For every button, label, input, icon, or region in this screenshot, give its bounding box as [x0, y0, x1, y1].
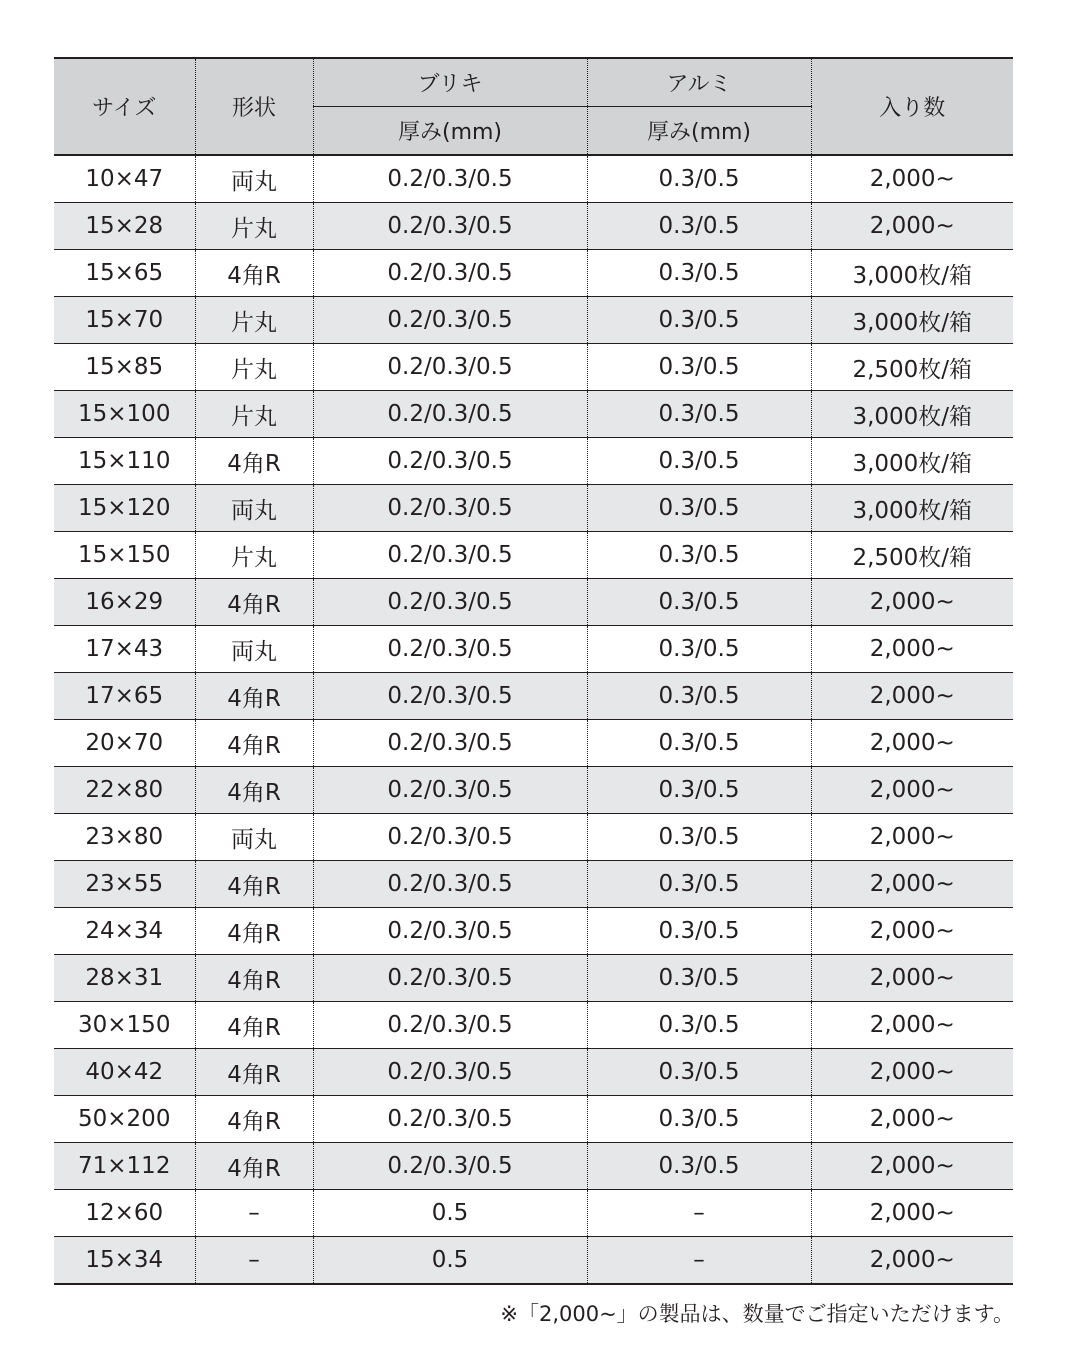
cell-buriki-thickness: 0.2/0.3/0.5 [313, 297, 587, 344]
cell-buriki-thickness: 0.5 [313, 1190, 587, 1237]
header-thickness-buriki: 厚み(mm) [313, 107, 587, 156]
table-row [54, 626, 1013, 673]
cell-size: 15×34 [54, 1237, 195, 1285]
table-row [54, 955, 1013, 1002]
cell-buriki-thickness: 0.2/0.3/0.5 [313, 1049, 587, 1096]
cell-quantity: 2,000~ [811, 626, 1013, 673]
cell-shape: 両丸 [195, 814, 313, 861]
table-row [54, 673, 1013, 720]
cell-shape: 両丸 [195, 485, 313, 532]
cell-shape: 4角R [195, 1096, 313, 1143]
cell-buriki-thickness: 0.2/0.3/0.5 [313, 391, 587, 438]
header-aluminum: アルミ [587, 58, 811, 107]
table-header [54, 58, 1013, 155]
table-row [54, 344, 1013, 391]
cell-buriki-thickness: 0.2/0.3/0.5 [313, 1096, 587, 1143]
cell-aluminum-thickness: 0.3/0.5 [587, 155, 811, 203]
header-quantity: 入り数 [811, 58, 1013, 155]
cell-shape: 4角R [195, 955, 313, 1002]
cell-quantity: 2,000~ [811, 861, 1013, 908]
cell-quantity: 2,000~ [811, 1237, 1013, 1285]
cell-quantity: 3,000枚/箱 [811, 438, 1013, 485]
table-row [54, 438, 1013, 485]
cell-buriki-thickness: 0.2/0.3/0.5 [313, 485, 587, 532]
cell-shape: 両丸 [195, 155, 313, 203]
cell-quantity: 2,000~ [811, 1002, 1013, 1049]
cell-aluminum-thickness: – [587, 1190, 811, 1237]
cell-shape: 4角R [195, 1143, 313, 1190]
table-row [54, 250, 1013, 297]
cell-shape: 4角R [195, 1049, 313, 1096]
cell-buriki-thickness: 0.2/0.3/0.5 [313, 814, 587, 861]
table-row [54, 1143, 1013, 1190]
cell-shape: 4角R [195, 250, 313, 297]
cell-quantity: 2,000~ [811, 673, 1013, 720]
cell-aluminum-thickness: 0.3/0.5 [587, 203, 811, 250]
cell-aluminum-thickness: 0.3/0.5 [587, 485, 811, 532]
table-body [54, 155, 1013, 1284]
cell-quantity: 2,500枚/箱 [811, 344, 1013, 391]
cell-size: 12×60 [54, 1190, 195, 1237]
header-size: サイズ [92, 96, 157, 121]
cell-size: 15×28 [54, 203, 195, 250]
cell-aluminum-thickness: 0.3/0.5 [587, 908, 811, 955]
cell-size: 71×112 [54, 1143, 195, 1190]
cell-quantity: 2,000~ [811, 814, 1013, 861]
table-row [54, 391, 1013, 438]
cell-aluminum-thickness: 0.3/0.5 [587, 955, 811, 1002]
table-row [54, 1049, 1013, 1096]
cell-buriki-thickness: 0.2/0.3/0.5 [313, 1143, 587, 1190]
cell-quantity: 3,000枚/箱 [811, 485, 1013, 532]
cell-size: 20×70 [54, 720, 195, 767]
cell-shape: 片丸 [195, 297, 313, 344]
cell-aluminum-thickness: 0.3/0.5 [587, 673, 811, 720]
cell-size: 40×42 [54, 1049, 195, 1096]
cell-buriki-thickness: 0.2/0.3/0.5 [313, 673, 587, 720]
cell-quantity: 2,000~ [811, 955, 1013, 1002]
cell-size: 15×70 [54, 297, 195, 344]
cell-quantity: 3,000枚/箱 [811, 250, 1013, 297]
cell-aluminum-thickness: 0.3/0.5 [587, 579, 811, 626]
cell-shape: 4角R [195, 720, 313, 767]
cell-aluminum-thickness: 0.3/0.5 [587, 1049, 811, 1096]
product-spec-table [54, 57, 1013, 1285]
cell-quantity: 2,000~ [811, 579, 1013, 626]
cell-buriki-thickness: 0.2/0.3/0.5 [313, 250, 587, 297]
cell-size: 30×150 [54, 1002, 195, 1049]
cell-shape: 4角R [195, 579, 313, 626]
cell-buriki-thickness: 0.2/0.3/0.5 [313, 203, 587, 250]
cell-buriki-thickness: 0.2/0.3/0.5 [313, 720, 587, 767]
header-thickness-aluminum: 厚み(mm) [587, 107, 811, 156]
table-row [54, 767, 1013, 814]
cell-aluminum-thickness: 0.3/0.5 [587, 767, 811, 814]
cell-buriki-thickness: 0.2/0.3/0.5 [313, 438, 587, 485]
cell-buriki-thickness: 0.2/0.3/0.5 [313, 155, 587, 203]
cell-aluminum-thickness: 0.3/0.5 [587, 391, 811, 438]
cell-size: 24×34 [54, 908, 195, 955]
cell-shape: 片丸 [195, 203, 313, 250]
table-row [54, 1190, 1013, 1237]
cell-aluminum-thickness: 0.3/0.5 [587, 814, 811, 861]
cell-buriki-thickness: 0.2/0.3/0.5 [313, 532, 587, 579]
table-row [54, 297, 1013, 344]
cell-quantity: 2,000~ [811, 720, 1013, 767]
cell-size: 15×65 [54, 250, 195, 297]
cell-buriki-thickness: 0.5 [313, 1237, 587, 1285]
cell-aluminum-thickness: 0.3/0.5 [587, 861, 811, 908]
cell-aluminum-thickness: 0.3/0.5 [587, 438, 811, 485]
cell-quantity: 2,000~ [811, 1049, 1013, 1096]
cell-shape: 4角R [195, 673, 313, 720]
table-row [54, 485, 1013, 532]
cell-size: 17×65 [54, 673, 195, 720]
footnote: ※「2,000~」の製品は、数量でご指定いただけます。 [500, 1302, 1014, 1326]
cell-shape: 片丸 [195, 391, 313, 438]
table-row [54, 1096, 1013, 1143]
cell-quantity: 3,000枚/箱 [811, 297, 1013, 344]
cell-buriki-thickness: 0.2/0.3/0.5 [313, 626, 587, 673]
cell-size: 23×80 [54, 814, 195, 861]
cell-shape: 4角R [195, 1002, 313, 1049]
table-row [54, 579, 1013, 626]
cell-quantity: 2,000~ [811, 1190, 1013, 1237]
table-row [54, 203, 1013, 250]
header-buriki: ブリキ [313, 58, 587, 107]
cell-aluminum-thickness: 0.3/0.5 [587, 626, 811, 673]
cell-size: 22×80 [54, 767, 195, 814]
cell-quantity: 2,000~ [811, 203, 1013, 250]
cell-aluminum-thickness: 0.3/0.5 [587, 297, 811, 344]
cell-size: 23×55 [54, 861, 195, 908]
cell-shape: 片丸 [195, 344, 313, 391]
cell-buriki-thickness: 0.2/0.3/0.5 [313, 579, 587, 626]
cell-buriki-thickness: 0.2/0.3/0.5 [313, 955, 587, 1002]
cell-buriki-thickness: 0.2/0.3/0.5 [313, 767, 587, 814]
cell-shape: 4角R [195, 438, 313, 485]
table-row [54, 861, 1013, 908]
cell-size: 15×150 [54, 532, 195, 579]
cell-size: 16×29 [54, 579, 195, 626]
cell-quantity: 2,500枚/箱 [811, 532, 1013, 579]
table-row [54, 720, 1013, 767]
cell-shape: 片丸 [195, 532, 313, 579]
cell-size: 15×85 [54, 344, 195, 391]
cell-aluminum-thickness: 0.3/0.5 [587, 720, 811, 767]
cell-aluminum-thickness: 0.3/0.5 [587, 344, 811, 391]
cell-aluminum-thickness: 0.3/0.5 [587, 1143, 811, 1190]
cell-size: 28×31 [54, 955, 195, 1002]
cell-buriki-thickness: 0.2/0.3/0.5 [313, 908, 587, 955]
cell-quantity: 2,000~ [811, 767, 1013, 814]
cell-aluminum-thickness: 0.3/0.5 [587, 532, 811, 579]
cell-size: 17×43 [54, 626, 195, 673]
cell-size: 15×100 [54, 391, 195, 438]
table-row [54, 1237, 1013, 1285]
table-row [54, 1002, 1013, 1049]
cell-aluminum-thickness: – [587, 1237, 811, 1285]
cell-aluminum-thickness: 0.3/0.5 [587, 1096, 811, 1143]
cell-buriki-thickness: 0.2/0.3/0.5 [313, 861, 587, 908]
cell-aluminum-thickness: 0.3/0.5 [587, 1002, 811, 1049]
cell-shape: 4角R [195, 861, 313, 908]
cell-quantity: 2,000~ [811, 155, 1013, 203]
cell-aluminum-thickness: 0.3/0.5 [587, 250, 811, 297]
cell-size: 10×47 [54, 155, 195, 203]
cell-size: 50×200 [54, 1096, 195, 1143]
cell-shape: 4角R [195, 767, 313, 814]
cell-size: 15×120 [54, 485, 195, 532]
header-shape: 形状 [195, 58, 313, 155]
cell-size: 15×110 [54, 438, 195, 485]
cell-quantity: 2,000~ [811, 1096, 1013, 1143]
table-row [54, 814, 1013, 861]
cell-shape: 両丸 [195, 626, 313, 673]
table-row [54, 908, 1013, 955]
table-row [54, 155, 1013, 203]
cell-buriki-thickness: 0.2/0.3/0.5 [313, 1002, 587, 1049]
cell-buriki-thickness: 0.2/0.3/0.5 [313, 344, 587, 391]
cell-quantity: 3,000枚/箱 [811, 391, 1013, 438]
cell-shape: – [195, 1237, 313, 1285]
cell-quantity: 2,000~ [811, 1143, 1013, 1190]
cell-shape: 4角R [195, 908, 313, 955]
cell-quantity: 2,000~ [811, 908, 1013, 955]
table-row [54, 532, 1013, 579]
cell-shape: – [195, 1190, 313, 1237]
